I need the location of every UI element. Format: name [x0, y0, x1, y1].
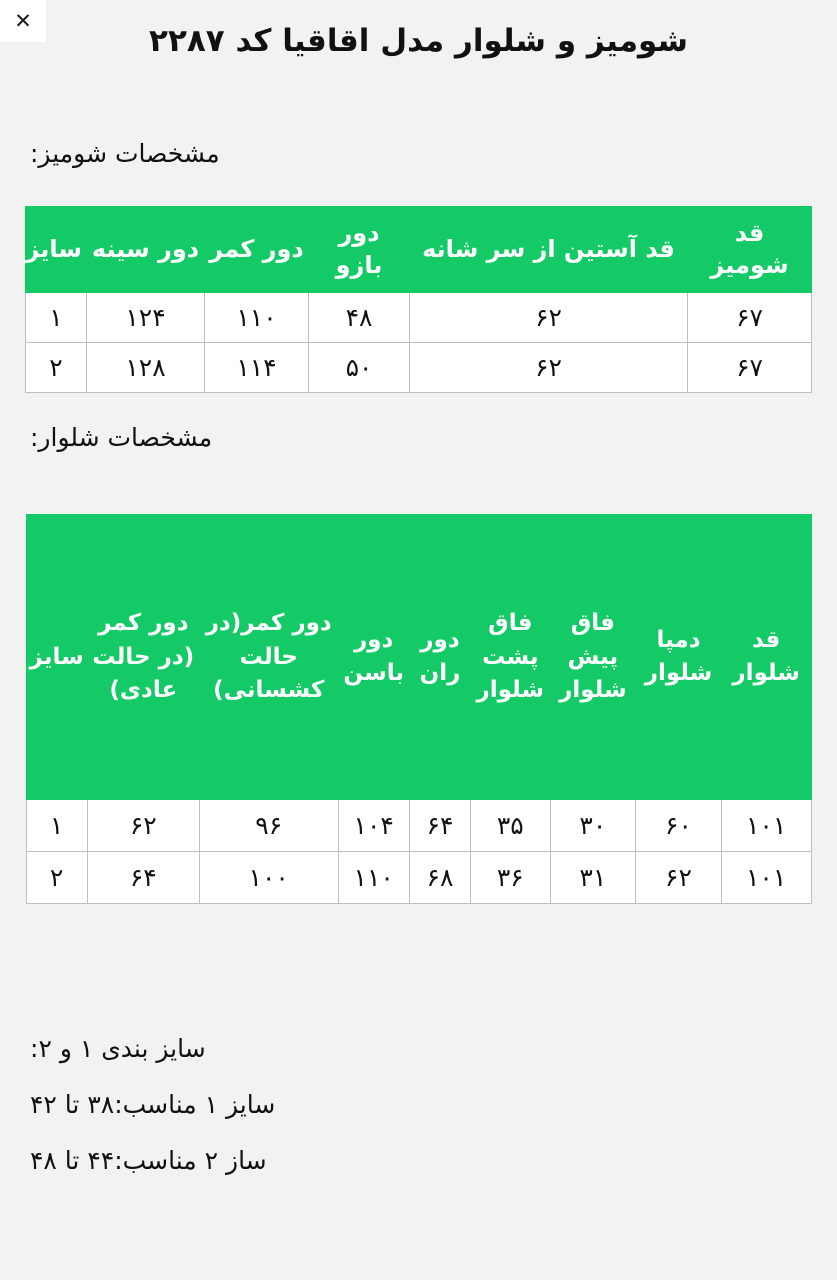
table-cell: ۳۱ — [550, 852, 636, 904]
table-cell: ۶۸ — [409, 852, 470, 904]
column-header: سایز — [26, 515, 87, 800]
table-cell: ۴۸ — [309, 292, 410, 342]
table-row — [26, 292, 812, 342]
table-cell: ۶۴ — [87, 852, 199, 904]
column-header: دور ران — [409, 515, 470, 800]
column-header: سایز — [26, 207, 87, 293]
page-title: شومیز و شلوار مدل اقاقیا کد ۲۲۸۷ — [149, 23, 688, 59]
close-button[interactable] — [0, 0, 46, 42]
sizing-notes — [0, 1024, 837, 1222]
column-header: دور کمر(در حالت کشسانی) — [199, 515, 338, 800]
table-row — [26, 342, 812, 392]
shirt-section-label: مشخصات شومیز: — [30, 138, 220, 168]
table-cell: ۶۷ — [688, 342, 812, 392]
table-cell: ۱۰۱ — [721, 852, 811, 904]
table-cell: ۶۲ — [87, 800, 199, 852]
table-cell: ۱۰۴ — [338, 800, 409, 852]
column-header: دور باسن — [338, 515, 409, 800]
table-cell: ۶۲ — [636, 852, 722, 904]
column-header: قد شومیز — [688, 207, 812, 293]
table-row — [26, 852, 811, 904]
table-cell: ۱۲۸ — [87, 342, 205, 392]
table-cell: ۶۲ — [410, 342, 688, 392]
table-cell: ۱ — [26, 800, 87, 852]
column-header: فاق پیش شلوار — [550, 515, 636, 800]
table-cell: ۲ — [26, 342, 87, 392]
table-header-row — [26, 207, 812, 293]
table-cell: ۱۱۴ — [205, 342, 309, 392]
table-cell: ۱۲۴ — [87, 292, 205, 342]
sizing-note-size-1: سایز ۱ مناسب:۳۸ تا ۴۲ — [30, 1090, 276, 1120]
table-cell: ۵۰ — [309, 342, 410, 392]
table-cell: ۶۴ — [409, 800, 470, 852]
pants-section-label: مشخصات شلوار: — [30, 422, 213, 452]
shirt-measurements-table — [25, 206, 812, 393]
table-cell: ۳۶ — [471, 852, 551, 904]
table-cell: ۳۵ — [471, 800, 551, 852]
column-header: دور بازو — [309, 207, 410, 293]
table-cell: ۱۱۰ — [205, 292, 309, 342]
column-header: دور کمر (در حالت عادی) — [87, 515, 199, 800]
table-cell: ۶۷ — [688, 292, 812, 342]
table-cell: ۱۱۰ — [338, 852, 409, 904]
column-header: دور کمر — [205, 207, 309, 293]
table-cell: ۱۰۱ — [721, 800, 811, 852]
column-header: قد آستین از سر شانه — [410, 207, 688, 293]
table-cell: ۶۲ — [410, 292, 688, 342]
table-cell: ۶۰ — [636, 800, 722, 852]
sizing-note-size-2: ساز ۲ مناسب:۴۴ تا ۴۸ — [30, 1146, 267, 1176]
table-cell: ۱ — [26, 292, 87, 342]
table-header-row — [26, 515, 811, 800]
column-header: دور سینه — [87, 207, 205, 293]
sizing-notes-heading: سایز بندی ۱ و ۲: — [30, 1034, 206, 1064]
column-header: فاق پشت شلوار — [471, 515, 551, 800]
column-header: دمپا شلوار — [636, 515, 722, 800]
close-icon: ✕ — [14, 8, 32, 33]
table-cell: ۲ — [26, 852, 87, 904]
table-cell: ۹۶ — [199, 800, 338, 852]
column-header: قد شلوار — [721, 515, 811, 800]
pants-measurements-table — [26, 514, 812, 904]
table-cell: ۳۰ — [550, 800, 636, 852]
table-row — [26, 800, 811, 852]
table-cell: ۱۰۰ — [199, 852, 338, 904]
